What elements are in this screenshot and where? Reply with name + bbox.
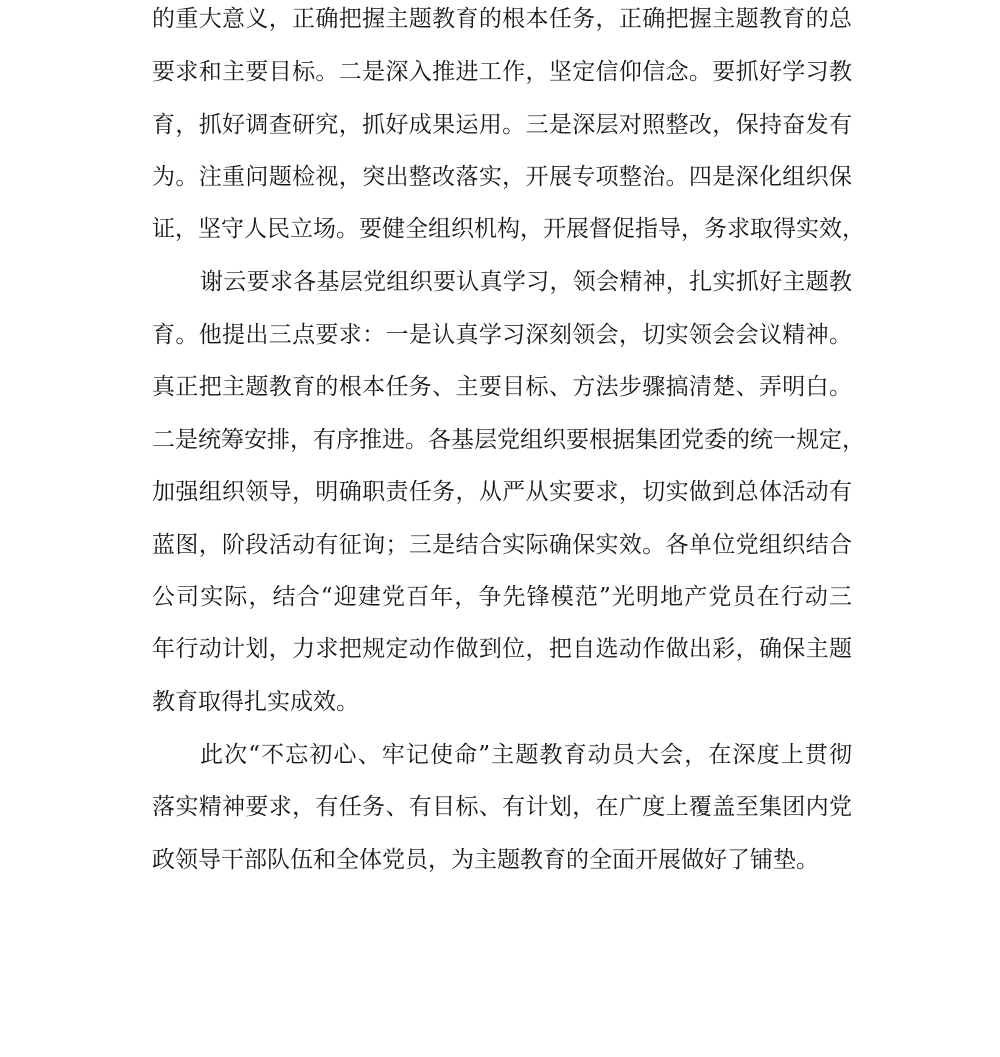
- text-line: 为。注重问题检视，突出整改落实，开展专项整治。四是深化组织保: [152, 164, 852, 190]
- text-line: 加强组织领导，明确职责任务，从严从实要求，切实做到总体活动有: [152, 479, 852, 505]
- text-line: 的重大意义，正确把握主题教育的根本任务，正确把握主题教育的总: [152, 6, 852, 32]
- text-line: 证，坚守人民立场。要健全组织机构，开展督促指导，务求取得实效，: [152, 216, 865, 242]
- text-line: 二是统筹安排，有序推进。各基层党组织要根据集团党委的统一规定，: [152, 427, 865, 453]
- text-line: 公司实际，结合“迎建党百年，争先锋模范”光明地产党员在行动三: [152, 584, 852, 610]
- text-line: 政领导干部队伍和全体党员，为主题教育的全面开展做好了铺垫。: [152, 847, 819, 873]
- text-line: 蓝图，阶段活动有征询；三是结合实际确保实效。各单位党组织结合: [152, 532, 852, 558]
- text-line: 教育取得扎实成效。: [152, 689, 359, 715]
- text-line: 落实精神要求，有任务、有目标、有计划，在广度上覆盖至集团内党: [152, 794, 852, 820]
- text-line: 育。他提出三点要求：一是认真学习深刻领会，切实领会会议精神。: [152, 322, 852, 348]
- paragraph-first-line: 谢云要求各基层党组织要认真学习，领会精神，扎实抓好主题教: [200, 269, 852, 295]
- text-line: 年行动计划，力求把规定动作做到位，把自选动作做出彩，确保主题: [152, 636, 852, 662]
- text-line: 育，抓好调查研究，抓好成果运用。三是深层对照整改，保持奋发有: [152, 112, 852, 138]
- text-line: 要求和主要目标。二是深入推进工作，坚定信仰信念。要抓好学习教: [152, 59, 852, 85]
- paragraph-first-line: 此次“不忘初心、牢记使命”主题教育动员大会，在深度上贯彻: [200, 742, 852, 768]
- text-line: 真正把主题教育的根本任务、主要目标、方法步骤搞清楚、弄明白。: [152, 374, 852, 400]
